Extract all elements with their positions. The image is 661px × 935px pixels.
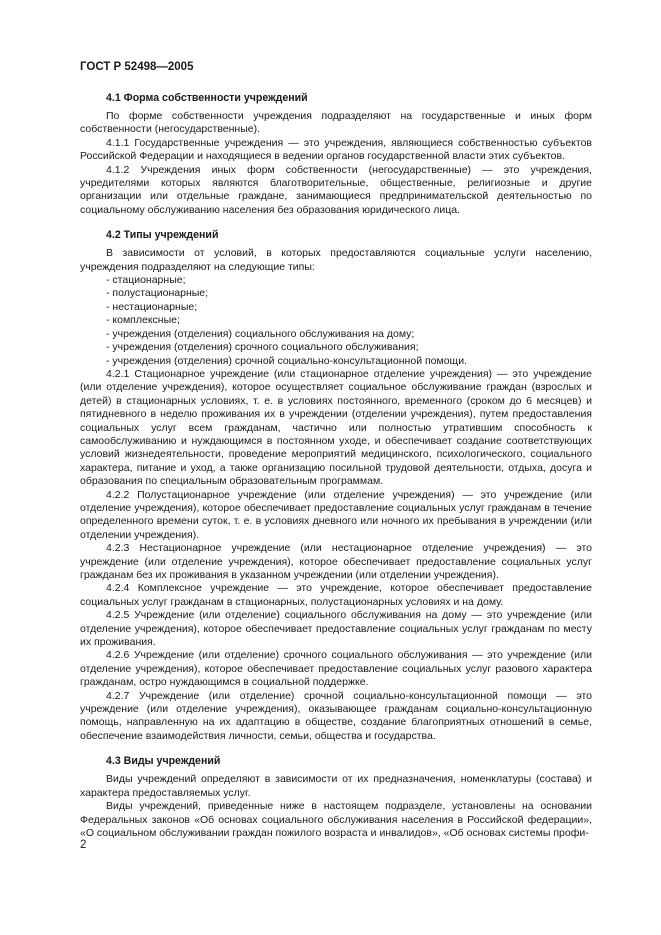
- section-heading: 4.3 Виды учреждений: [106, 755, 221, 768]
- paragraph: 4.2.6 Учреждение (или отделение) срочного социального обслуживания — это учреждение (или отделение учреждения), которое обеспечивает предоставление социальных услуг разового характера гражданам, остро нуждающимся в социальной поддержке.: [80, 649, 592, 689]
- list-item: - комплексные;: [106, 314, 180, 327]
- list-item: - учреждения (отделения) социального обслуживания на дому;: [106, 327, 415, 340]
- paragraph: 4.1.1 Государственные учреждения — это учреждения, являющиеся собственностью субъектов Российской Федерации и находящиеся в ведении органов государственной власти этих субъектов.: [80, 136, 592, 163]
- paragraph: Виды учреждений определяют в зависимости от их предназначения, номенклатуры (состава) и характера предоставляемых услуг.: [80, 773, 592, 799]
- page-number: 2: [80, 839, 87, 851]
- paragraph: 4.1.2 Учреждения иных форм собственности (негосударственные) — это учреждения, учредителями которых являются благотворительные, общественные, религиозные и другие организации или отдельные граждане, занимающиеся предпринимательской деятельностью по социальному обслуживанию населения без образования юридического лица.: [80, 163, 592, 216]
- section-heading: 4.2 Типы учреждений: [106, 229, 219, 242]
- paragraph: 4.2.4 Комплексное учреждение — это учреждение, которое обеспечивает предоставление социальных услуг гражданам в стационарных, полустационарных условиях и на дому.: [80, 582, 592, 608]
- paragraph: 4.2.5 Учреждение (или отделение) социального обслуживания на дому — это учреждение (или отделение учреждения), которое обеспечивает предоставление социальных услуг гражданам по месту их проживания.: [80, 609, 592, 649]
- paragraph: 4.2.2 Полустационарное учреждение (или отделение учреждения) — это учреждение (или отделение учреждения), которое обеспечивает предоставление социальных услуг гражданам в течение определенного времени суток, т. е. в условиях дневного или ночного их пребывания в учреждении (или отделении учреждения).: [80, 488, 592, 541]
- paragraph: 4.2.1 Стационарное учреждение (или стационарное отделение учреждения) — это учреждение (или отделение учреждения), которое осуществляет социальное обслуживание граждан (взрослых и детей) в стационарных условиях, т. е. в условиях постоянного, временного (сроком до 6 месяцев) и пятидневного в неделю проживания их в учреждении (отделении учреждения), путем предоставления социальных услуг всем гражданам, частично или полностью утратившим способность к самообслуживанию и нуждающимся в постоянном уходе, и обеспечивает создание соответствующих условий жизнедеятельности, проведение мероприятий медицинского, психологического, социального характера, питание и уход, а также организацию посильной трудовой деятельности, отдыха, досуга и образования по специальным образовательным программам.: [80, 367, 592, 488]
- list-item: - нестационарные;: [106, 300, 198, 313]
- document-header: ГОСТ Р 52498—2005: [80, 61, 194, 73]
- paragraph: По форме собственности учреждения подразделяют на государственные и иных форм собственности (негосударственные).: [80, 110, 592, 136]
- paragraph: 4.2.7 Учреждение (или отделение) срочной социально-консультационной помощи — это учреждение (или отделение учреждения), оказывающее гражданам социально-консультационную помощь, направленную на их адаптацию в обществе, создание благоприятных отношений в семье, обеспечение взаимодействия личности, семьи, общества и государства.: [80, 689, 592, 742]
- paragraph: Виды учреждений, приведенные ниже в настоящем подразделе, установлены на основании Федеральных законов «Об основах социального обслуживания населения в Российской федерации», «О социальном обслуживании граждан пожилого возраста и инвалидов», «Об основах системы профи-: [80, 800, 592, 839]
- section-gap: [80, 743, 592, 754]
- section-gap: [80, 217, 592, 228]
- list-item: - стационарные;: [106, 274, 186, 287]
- list-item: - учреждения (отделения) срочного социального обслуживания;: [106, 341, 419, 354]
- paragraph: 4.2.3 Нестационарное учреждение (или нестационарное отделение учреждения) — это учреждение (или отделение учреждения), которое обеспечивает предоставление социальных услуг гражданам без их проживания в указанном учреждении (или отделении учреждения).: [80, 542, 592, 581]
- list-item: - полустационарные;: [106, 287, 209, 300]
- paragraph: В зависимости от условий, в которых предоставляются социальные услуги населению, учреждения подразделяют на следующие типы:: [80, 247, 592, 273]
- document-body: [80, 91, 592, 840]
- section-heading: 4.1 Форма собственности учреждений: [106, 92, 308, 104]
- list-item: - учреждения (отделения) срочной социально-консультационной помощи.: [106, 354, 467, 367]
